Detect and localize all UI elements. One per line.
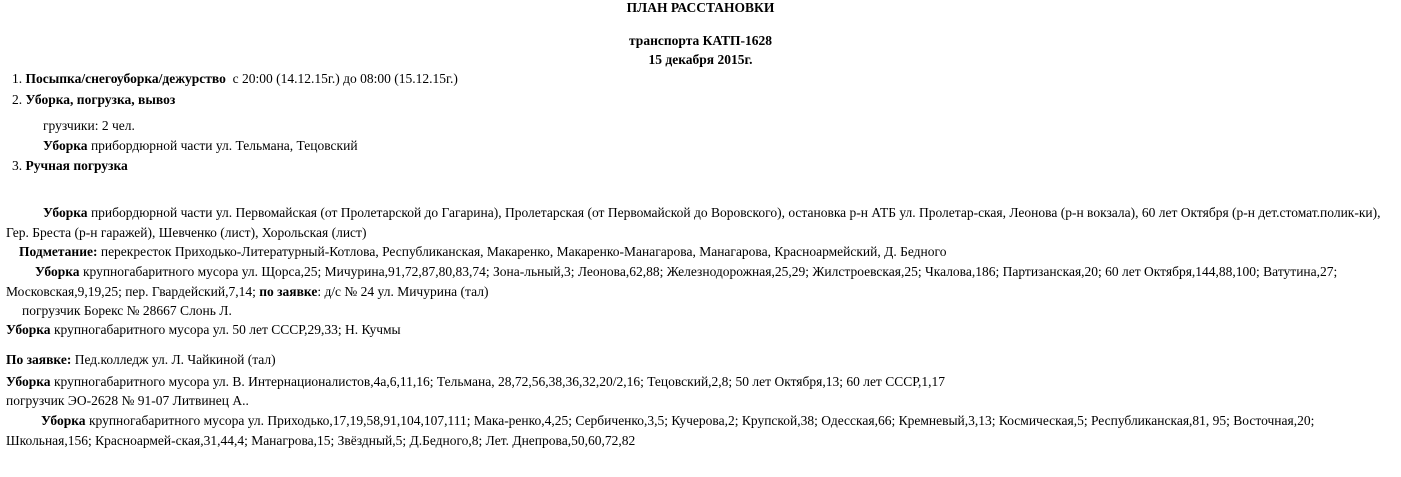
list-item-heading: Ручная погрузка [25, 158, 128, 173]
list-item-heading: Уборка, погрузка, вывоз [25, 92, 176, 107]
paragraph-heading: По заявке: [6, 352, 72, 367]
cleanup-text: прибордюрной части ул. Тельмана, Тецовский [87, 138, 358, 153]
cleanup-line [43, 136, 358, 156]
list-item-3 [12, 156, 128, 176]
on-request-text: : д/с № 24 ул. Мичурина (тал) [317, 284, 489, 299]
paragraph-text: прибордюрной части ул. Первомайская (от Пролетарской до Гагарина), Пролетарская (от Первомайской до Воровского), остановка р-н АТБ ул. Пролетар-ская, Леонова (р-н вокзала), 60 лет Октября (р-н дет.стомат.полик-ки), Гер. Бреста (р-н гаражей), Шевченко (лист), Хорольская (лист) [6, 205, 1381, 240]
on-request-label: по заявке [259, 284, 318, 299]
paragraph-cleanup-curb [6, 203, 1391, 243]
paragraph-sweeping [19, 242, 946, 262]
list-item-text: с 20:00 (14.12.15г.) до 08:00 (15.12.15г.) [225, 71, 458, 86]
paragraph-text: перекресток Приходько-Литературный-Котлова, Республиканская, Макаренко, Макаренко-Манагарова, Манагарова, Красноармейский, Д. Бедного [97, 244, 947, 259]
paragraph-heading: Уборка [35, 264, 80, 279]
document-title: ПЛАН РАССТАНОВКИ [626, 0, 775, 15]
paragraph-bulky-waste-1 [6, 262, 1391, 302]
paragraph-text: крупногабаритного мусора ул. Щорса,25; Мичурина,91,72,87,80,83,74; Зона-льный,3; Леонова,62,88; Железнодорожная,25,29; Жилстроевская,25; Чкалова,186; Партизанская,20; 60 лет Октября,144,88,100; Ватутина,27; Московская,9,19,25; пер. Гвардейский,7,14; [6, 264, 1338, 299]
paragraph-heading: Уборка [43, 205, 88, 220]
paragraph-text: Пед.колледж ул. Л. Чайкиной (тал) [71, 352, 276, 367]
paragraph-bulky-waste-2 [6, 320, 401, 340]
list-number: 1. [12, 71, 23, 86]
paragraph-heading: Уборка [6, 374, 51, 389]
loader-eo: погрузчик ЭО-2628 № 91-07 Литвинец А.. [6, 393, 249, 408]
paragraph-bulky-waste-4 [6, 411, 1391, 451]
paragraph-text: крупногабаритного мусора ул. 50 лет СССР,29,33; Н. Кучмы [50, 322, 401, 337]
paragraph-heading: Уборка [6, 322, 51, 337]
paragraph-heading: Подметание: [19, 244, 98, 259]
cleanup-heading: Уборка [43, 138, 88, 153]
list-number: 2. [12, 92, 23, 107]
list-item-heading: Посыпка/снегоуборка/дежурство [25, 71, 226, 86]
loader-borex: погрузчик Борекс № 28667 Слонь Л. [22, 303, 232, 318]
document-date: 15 декабря 2015г. [648, 52, 753, 67]
list-item-1 [12, 69, 458, 89]
paragraph-bulky-waste-3 [6, 372, 945, 392]
paragraph-text: крупногабаритного мусора ул. Приходько,17,19,58,91,104,107,111; Мака-ренко,4,25; Сербиченко,3,5; Кучерова,2; Крупской,38; Одесская,66; Кремневый,3,13; Космическая,5; Республиканская,81, 95; Восточная,20; Школьная,156; Красноармей-ская,31,44,4; Манагрова,15; Звёздный,5; Д.Бедного,8; Лет. Днепрова,50,60,72,82 [6, 413, 1315, 448]
paragraph-text: крупногабаритного мусора ул. В. Интернационалистов,4а,6,11,16; Тельмана, 28,72,56,38,36,32,20/2,16; Тецовский,2,8; 50 лет Октября,13; 60 лет СССР,1,17 [50, 374, 946, 389]
paragraph-heading: Уборка [41, 413, 86, 428]
list-item-2 [12, 90, 175, 110]
list-number: 3. [12, 158, 23, 173]
loaders-count: грузчики: 2 чел. [43, 118, 135, 133]
document-subtitle: транспорта КАТП-1628 [629, 33, 772, 48]
paragraph-on-request [6, 350, 276, 370]
